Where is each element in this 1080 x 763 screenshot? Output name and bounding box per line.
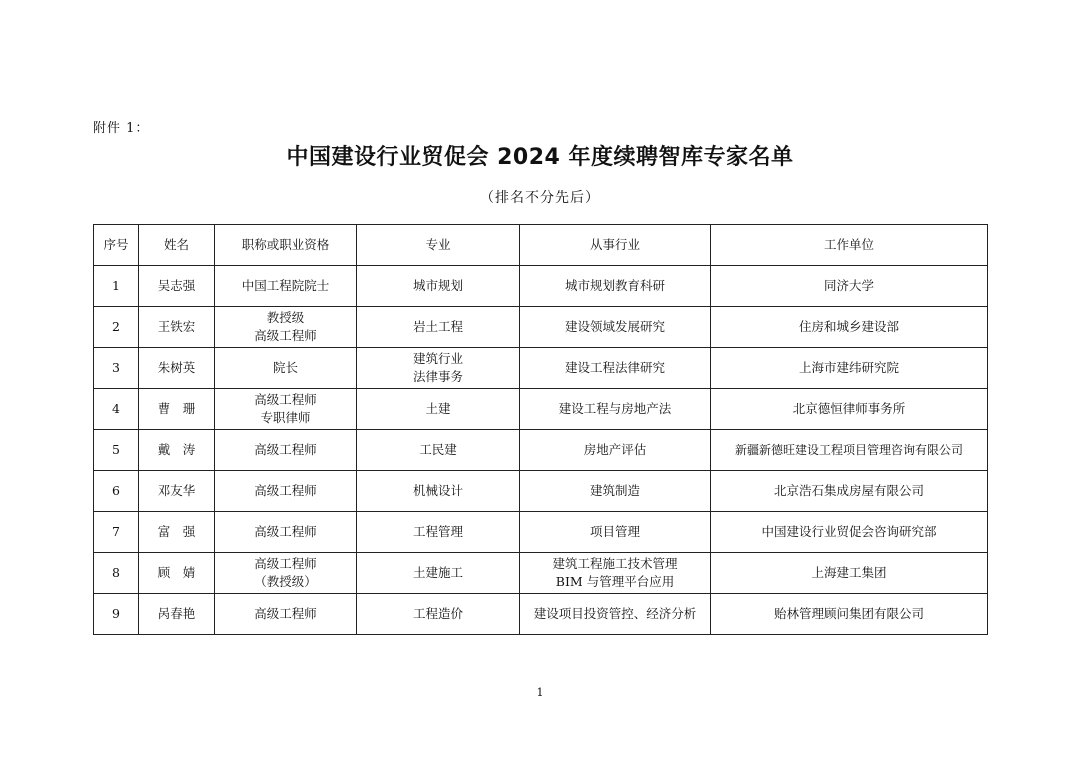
row-major bbox=[357, 512, 520, 553]
title-line: 高级工程师 bbox=[254, 392, 317, 407]
row-major bbox=[357, 430, 520, 471]
row-title bbox=[215, 430, 357, 471]
table-header-row bbox=[94, 225, 988, 266]
row-major bbox=[357, 471, 520, 512]
industry-line: 项目管理 bbox=[589, 524, 640, 539]
header-no: 序号 bbox=[94, 225, 139, 266]
table-row bbox=[94, 266, 988, 307]
row-employer: 上海建工集团 bbox=[711, 553, 988, 594]
row-employer: 同济大学 bbox=[711, 266, 988, 307]
expert-table bbox=[93, 224, 988, 635]
title-line: 高级工程师 bbox=[254, 442, 317, 457]
row-name: 朱树英 bbox=[139, 348, 215, 389]
title-line: （教授级） bbox=[254, 574, 317, 589]
row-name: 曹 珊 bbox=[139, 389, 215, 430]
row-major bbox=[357, 348, 520, 389]
header-major: 专业 bbox=[357, 225, 520, 266]
major-line: 土建施工 bbox=[412, 565, 463, 580]
row-industry bbox=[520, 430, 711, 471]
major-line: 法律事务 bbox=[412, 369, 463, 384]
row-title bbox=[215, 348, 357, 389]
page-title: 中国建设行业贸促会 2024 年度续聘智库专家名单 bbox=[286, 145, 794, 170]
major-line: 岩土工程 bbox=[412, 319, 463, 334]
row-no: 3 bbox=[94, 348, 139, 389]
row-industry bbox=[520, 471, 711, 512]
row-industry bbox=[520, 307, 711, 348]
row-no: 8 bbox=[94, 553, 139, 594]
row-employer: 住房和城乡建设部 bbox=[711, 307, 988, 348]
major-line: 机械设计 bbox=[412, 483, 463, 498]
industry-line: 房地产评估 bbox=[583, 442, 647, 457]
header-industry: 从事行业 bbox=[520, 225, 711, 266]
title-line: 高级工程师 bbox=[254, 524, 317, 539]
major-line: 工程管理 bbox=[412, 524, 463, 539]
row-name: 邓友华 bbox=[139, 471, 215, 512]
title-line: 专职律师 bbox=[260, 410, 311, 425]
row-title bbox=[215, 512, 357, 553]
attachment-label: 附件 1： bbox=[93, 121, 150, 136]
major-line: 工程造价 bbox=[412, 606, 463, 621]
row-name: 呙春艳 bbox=[139, 594, 215, 635]
row-major bbox=[357, 594, 520, 635]
title-line: 高级工程师 bbox=[254, 606, 317, 621]
table-row bbox=[94, 348, 988, 389]
title-line: 高级工程师 bbox=[254, 328, 317, 343]
header-employer: 工作单位 bbox=[711, 225, 988, 266]
table-row bbox=[94, 389, 988, 430]
row-employer: 北京浩石集成房屋有限公司 bbox=[711, 471, 988, 512]
row-title bbox=[215, 266, 357, 307]
header-name: 姓名 bbox=[139, 225, 215, 266]
row-no: 2 bbox=[94, 307, 139, 348]
industry-line: 建筑工程施工技术管理 bbox=[552, 556, 678, 571]
title-line: 中国工程院院士 bbox=[241, 278, 330, 293]
major-line: 城市规划 bbox=[412, 278, 463, 293]
row-title bbox=[215, 553, 357, 594]
table-row bbox=[94, 553, 988, 594]
table-row bbox=[94, 471, 988, 512]
row-no: 5 bbox=[94, 430, 139, 471]
header-title: 职称或职业资格 bbox=[215, 225, 357, 266]
row-name: 富 强 bbox=[139, 512, 215, 553]
industry-line: 建设项目投资管控、经济分析 bbox=[533, 606, 697, 621]
industry-line: 建筑制造 bbox=[589, 483, 640, 498]
major-line: 建筑行业 bbox=[412, 351, 463, 366]
major-line: 土建 bbox=[425, 401, 451, 416]
row-industry bbox=[520, 389, 711, 430]
row-major bbox=[357, 553, 520, 594]
row-industry bbox=[520, 266, 711, 307]
row-industry bbox=[520, 512, 711, 553]
industry-line: 城市规划教育科研 bbox=[564, 278, 665, 293]
row-name: 戴 涛 bbox=[139, 430, 215, 471]
row-name: 吴志强 bbox=[139, 266, 215, 307]
row-employer: 北京德恒律师事务所 bbox=[711, 389, 988, 430]
title-line: 高级工程师 bbox=[254, 483, 317, 498]
table-row bbox=[94, 594, 988, 635]
row-no: 4 bbox=[94, 389, 139, 430]
page-number: 1 bbox=[536, 686, 544, 699]
row-industry bbox=[520, 348, 711, 389]
row-major bbox=[357, 266, 520, 307]
row-industry bbox=[520, 594, 711, 635]
row-major bbox=[357, 307, 520, 348]
major-line: 工民建 bbox=[419, 442, 457, 457]
row-no: 1 bbox=[94, 266, 139, 307]
row-name: 顾 婧 bbox=[139, 553, 215, 594]
title-line: 院长 bbox=[272, 360, 298, 375]
industry-line: BIM 与管理平台应用 bbox=[555, 574, 675, 589]
row-title bbox=[215, 594, 357, 635]
row-no: 7 bbox=[94, 512, 139, 553]
title-line: 高级工程师 bbox=[254, 556, 317, 571]
table-row bbox=[94, 512, 988, 553]
row-no: 9 bbox=[94, 594, 139, 635]
row-name: 王铁宏 bbox=[139, 307, 215, 348]
row-employer: 新疆新德旺建设工程项目管理咨询有限公司 bbox=[711, 430, 988, 471]
row-employer: 贻林管理顾问集团有限公司 bbox=[711, 594, 988, 635]
row-title bbox=[215, 471, 357, 512]
row-title bbox=[215, 307, 357, 348]
industry-line: 建设工程与房地产法 bbox=[558, 401, 672, 416]
row-employer: 上海市建纬研究院 bbox=[711, 348, 988, 389]
table-row bbox=[94, 430, 988, 471]
row-title bbox=[215, 389, 357, 430]
industry-line: 建设领域发展研究 bbox=[564, 319, 665, 334]
row-employer: 中国建设行业贸促会咨询研究部 bbox=[711, 512, 988, 553]
row-industry bbox=[520, 553, 711, 594]
industry-line: 建设工程法律研究 bbox=[564, 360, 665, 375]
row-major bbox=[357, 389, 520, 430]
row-no: 6 bbox=[94, 471, 139, 512]
table-row bbox=[94, 307, 988, 348]
title-line: 教授级 bbox=[266, 310, 305, 325]
page-subtitle: （排名不分先后） bbox=[480, 190, 600, 206]
